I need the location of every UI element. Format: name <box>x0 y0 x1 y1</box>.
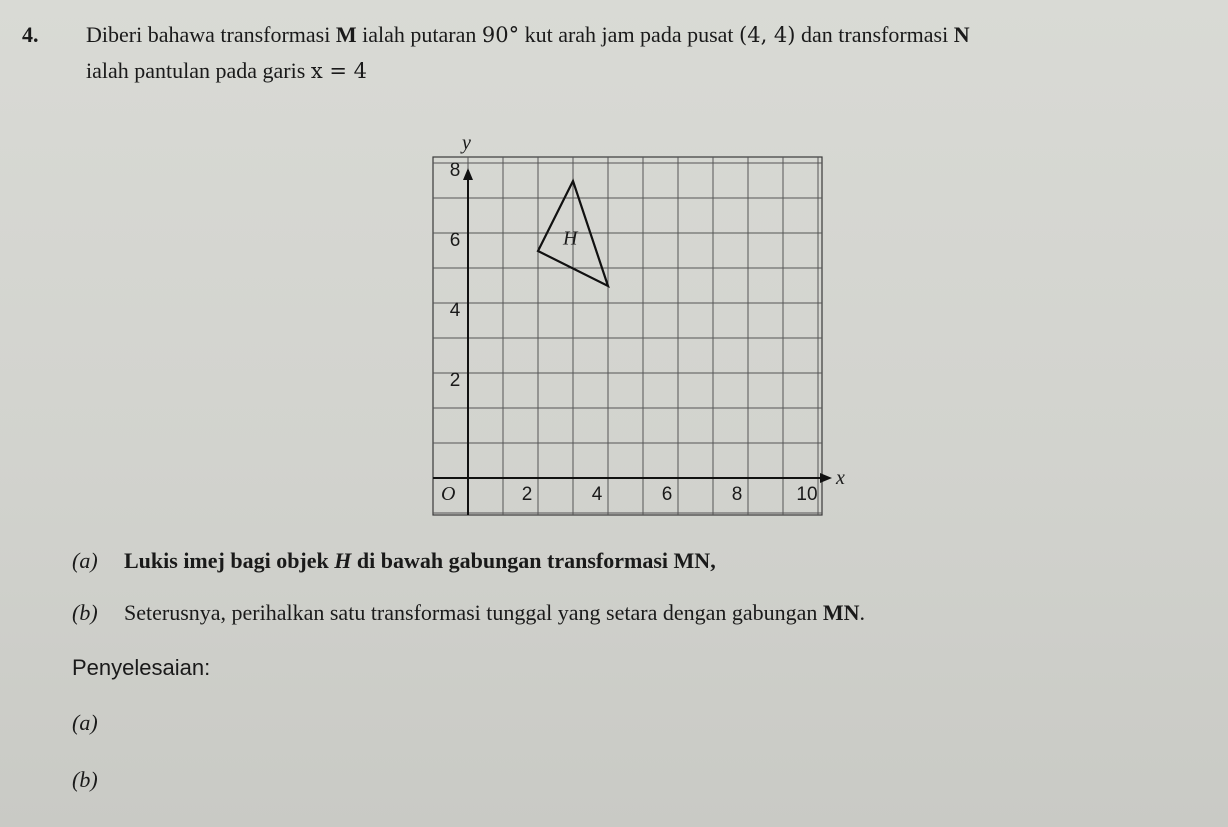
part-a-text-3: , <box>710 548 716 573</box>
x-tick-label: 2 <box>521 484 533 505</box>
part-a-text-1: Lukis imej bagi objek <box>124 548 335 573</box>
part-b-MN: MN <box>822 600 860 625</box>
origin-label: O <box>441 483 456 505</box>
part-a-MN: MN <box>673 548 711 573</box>
x-tick-label: 4 <box>591 484 603 505</box>
y-tick-label: 8 <box>449 160 461 181</box>
answer-a-label: (a) <box>72 710 98 735</box>
question-number: 4. <box>22 22 39 47</box>
question-text-1b: ialah putaran <box>356 22 482 47</box>
x-tick-label: 8 <box>731 484 743 505</box>
x-axis-arrow <box>820 473 832 483</box>
transformation-N-label: N <box>953 22 970 47</box>
part-a-text-2: di bawah gabungan transformasi <box>351 548 674 573</box>
question-text-1c: kut arah jam pada pusat <box>519 22 740 47</box>
part-a-object-H: H <box>334 548 352 573</box>
y-tick-label: 6 <box>449 230 461 251</box>
question-text-1d: dan transformasi <box>795 22 954 47</box>
reflection-line: x = 4 <box>310 59 367 83</box>
shape-label-H: H <box>563 227 578 250</box>
part-b <box>72 600 865 626</box>
transformation-M-label: M <box>335 22 357 47</box>
grid-frame <box>433 157 822 515</box>
tick-labels <box>441 160 818 505</box>
part-a <box>72 548 716 574</box>
part-b-text-1: Seterusnya, perihalkan satu transformasi tunggal yang setara dengan gabungan <box>124 600 823 625</box>
y-axis-arrow <box>463 168 473 180</box>
question-text-2a: ialah pantulan pada garis <box>86 58 311 83</box>
question-text-1a: Diberi bahawa transformasi <box>86 22 336 47</box>
x-tick-label: 6 <box>661 484 673 505</box>
y-axis-label: y <box>462 132 471 154</box>
rotation-angle: 90° <box>481 23 520 47</box>
y-tick-label: 4 <box>449 300 461 321</box>
solution-heading: Penyelesaian: <box>72 655 211 680</box>
part-b-tag: (b) <box>72 600 98 625</box>
part-a-tag: (a) <box>72 548 98 573</box>
grid-lines <box>433 157 822 515</box>
part-b-text-2: . <box>859 600 866 625</box>
rotation-center: (4, 4) <box>739 23 796 47</box>
x-tick-label: 10 <box>796 484 818 505</box>
x-axis-label: x <box>836 467 845 489</box>
answer-b-label: (b) <box>72 767 98 792</box>
y-tick-label: 2 <box>449 370 461 391</box>
